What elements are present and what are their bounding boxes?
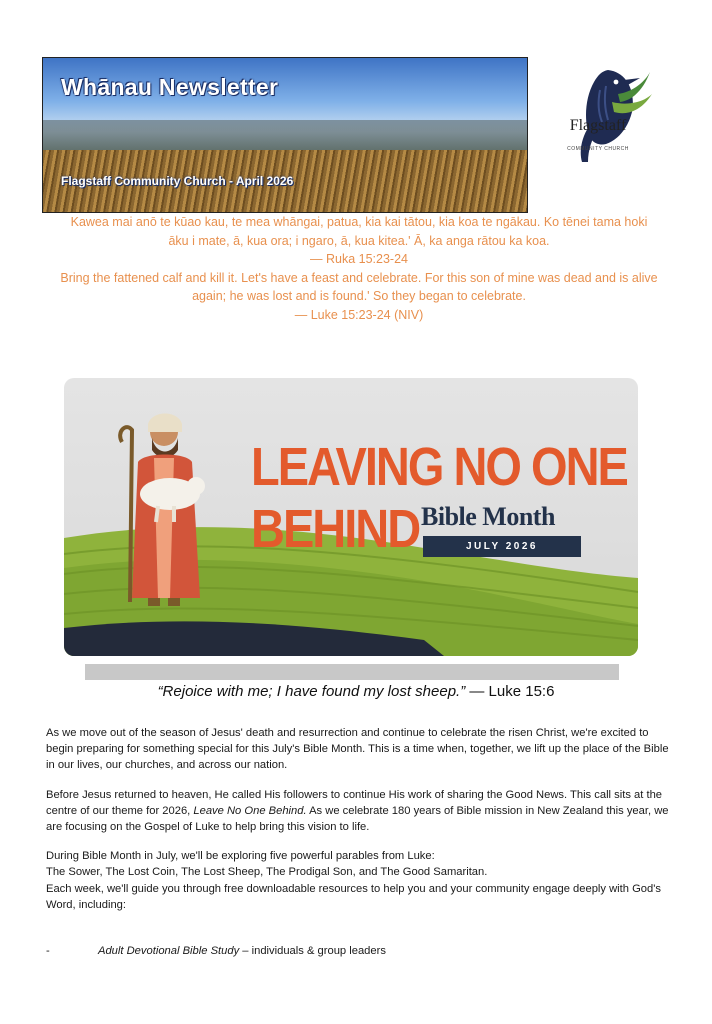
- p2-start: Before Jesus returned to heaven, He called His followers to continue His work of sharing the Good News. This call sits at the centre of our theme for 2026,: [46, 788, 663, 817]
- graphic-title-line1: LEAVING NO ONE: [251, 435, 627, 497]
- caption-bar: [85, 664, 619, 680]
- body-paragraph-3: [46, 848, 672, 913]
- graphic-title-line2: BEHIND: [251, 497, 420, 559]
- p3-line-3: Each week, we'll guide you through free downloadable resources to help you and your community engage deeply with God's Word, including:: [46, 882, 661, 911]
- scripture-english-ref: — Luke 15:23-24 (NIV): [294, 307, 424, 322]
- graphic-subtitle: Bible Month: [421, 502, 555, 531]
- body-paragraph-1: As we move out of the season of Jesus' death and resurrection and continue to celebrate the risen Christ, we're excited to begin preparing for something special for this July's Bible Month. This is a time when, together, we lift up the place of the Bible in our lives, our churches, and across our nation.: [46, 727, 669, 772]
- logo-tagline: COMMUNITY CHURCH: [567, 146, 629, 152]
- p3-line-1: During Bible Month in July, we'll be exploring five powerful parables from Luke:: [46, 850, 435, 863]
- p2-theme: Leave No One Behind.: [193, 804, 307, 817]
- bible-month-graphic: [64, 378, 638, 656]
- graphic-date-badge: JULY 2026: [423, 536, 581, 557]
- body-paragraph-2: [46, 787, 672, 836]
- p2-end: As we celebrate 180 years of Bible mission in New Zealand this year, we are focusing on the Gospel of Luke to help bring this vision to life.: [46, 804, 669, 834]
- newsletter-title: Whānau Newsletter: [61, 74, 279, 100]
- graphic-caption: [60, 683, 652, 700]
- newsletter-body: [46, 725, 672, 926]
- shepherd-icon: [108, 402, 218, 622]
- newsletter-subtitle: Flagstaff Community Church - April 2026: [61, 174, 294, 188]
- caption-reference: — Luke 15:6: [465, 683, 555, 700]
- p3-line-2: The Sower, The Lost Coin, The Lost Sheep, The Prodigal Son, and The Good Samaritan.: [46, 866, 488, 879]
- scripture-maori-ref: — Ruka 15:23-24: [310, 252, 408, 266]
- scripture-block: [60, 213, 658, 324]
- scripture-maori: Kawea mai anō te kūao kau, te mea whāngai, patua, kia kai tātou, kia koa te ngākau. Ko tēnei tama hoki āku i mate, ā, kua ora; i ngaro, ā, kua kitea.' Ā, ka anga rātou ka koa.: [70, 215, 648, 248]
- bullet-marker: -: [46, 945, 50, 957]
- logo-wordmark: Flagstaff: [569, 117, 627, 134]
- scripture-english: Bring the fattened calf and kill it. Let's have a feast and celebrate. For this son of mine was dead and is alive again; he was lost and is found.' So they began to celebrate.: [60, 270, 658, 303]
- bullet-desc: – individuals & group leaders: [239, 945, 386, 957]
- bullet-text: [98, 945, 386, 957]
- bullet-title: Adult Devotional Bible Study: [98, 945, 240, 957]
- caption-quote: “Rejoice with me; I have found my lost sheep.”: [157, 683, 466, 700]
- header-banner: [42, 57, 528, 213]
